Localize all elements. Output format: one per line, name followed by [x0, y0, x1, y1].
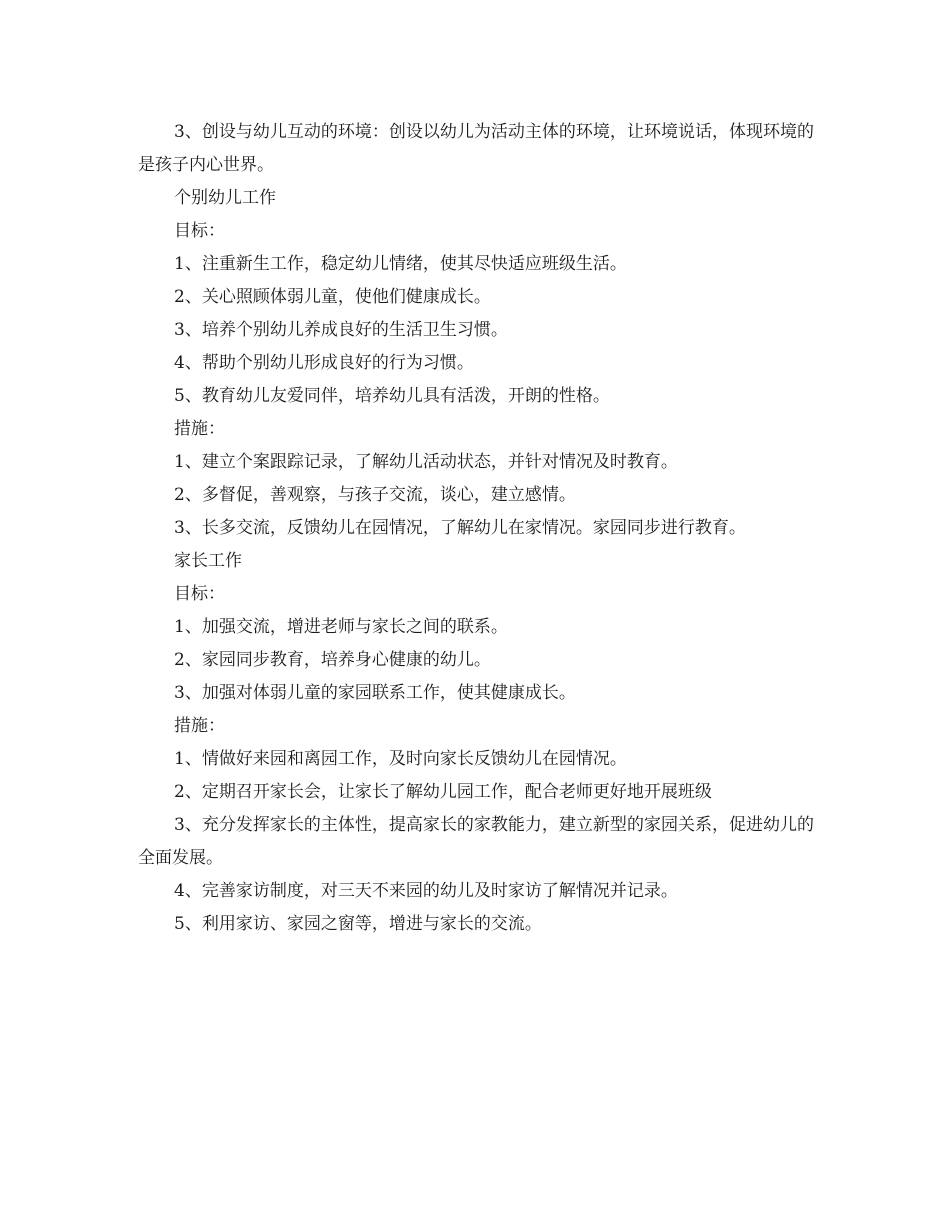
- list-item: 1、加强交流，增进老师与家长之间的联系。: [174, 617, 508, 637]
- list-item: 1、注重新生工作，稳定幼儿情绪，使其尽快适应班级生活。: [174, 254, 627, 274]
- subheading-goals: 目标：: [174, 584, 225, 604]
- subheading-goals: 目标：: [174, 221, 225, 241]
- list-item: 3、长多交流，反馈幼儿在园情况，了解幼儿在家情况。家园同步进行教育。: [174, 518, 746, 538]
- section-heading-individual-work: 个别幼儿工作: [174, 188, 276, 208]
- list-item: 4、完善家访制度，对三天不来园的幼儿及时家访了解情况并记录。: [174, 881, 678, 901]
- list-item: 1、情做好来园和离园工作，及时向家长反馈幼儿在园情况。: [174, 749, 627, 769]
- list-item: 5、利用家访、家园之窗等，增进与家长的交流。: [174, 914, 542, 934]
- list-item: 2、家园同步教育，培养身心健康的幼儿。: [174, 650, 491, 670]
- list-item: 4、帮助个别幼儿形成良好的行为习惯。: [174, 353, 474, 373]
- document-body: [138, 116, 814, 941]
- list-item: 3、培养个别幼儿养成良好的生活卫生习惯。: [174, 320, 508, 340]
- list-item: 2、关心照顾体弱儿童，使他们健康成长。: [174, 287, 491, 307]
- list-item: 3、充分发挥家长的主体性，提高家长的家教能力，建立新型的家园关系，促进幼儿的全面发展。: [138, 815, 814, 868]
- list-item: 5、教育幼儿友爱同伴，培养幼儿具有活泼，开朗的性格。: [174, 386, 610, 406]
- list-item: 3、加强对体弱儿童的家园联系工作，使其健康成长。: [174, 683, 576, 703]
- paragraph-environment-goal: 3、创设与幼儿互动的环境：创设以幼儿为活动主体的环境，让环境说话，体现环境的是孩子内心世界。: [138, 122, 814, 175]
- section-heading-parent-work: 家长工作: [174, 551, 242, 571]
- list-item: 1、建立个案跟踪记录，了解幼儿活动状态，并针对情况及时教育。: [174, 452, 678, 472]
- list-item: 2、多督促，善观察，与孩子交流，谈心，建立感情。: [174, 485, 576, 505]
- subheading-measures: 措施：: [174, 419, 225, 439]
- list-item: 2、定期召开家长会，让家长了解幼儿园工作，配合老师更好地开展班级: [174, 782, 712, 802]
- subheading-measures: 措施：: [174, 716, 225, 736]
